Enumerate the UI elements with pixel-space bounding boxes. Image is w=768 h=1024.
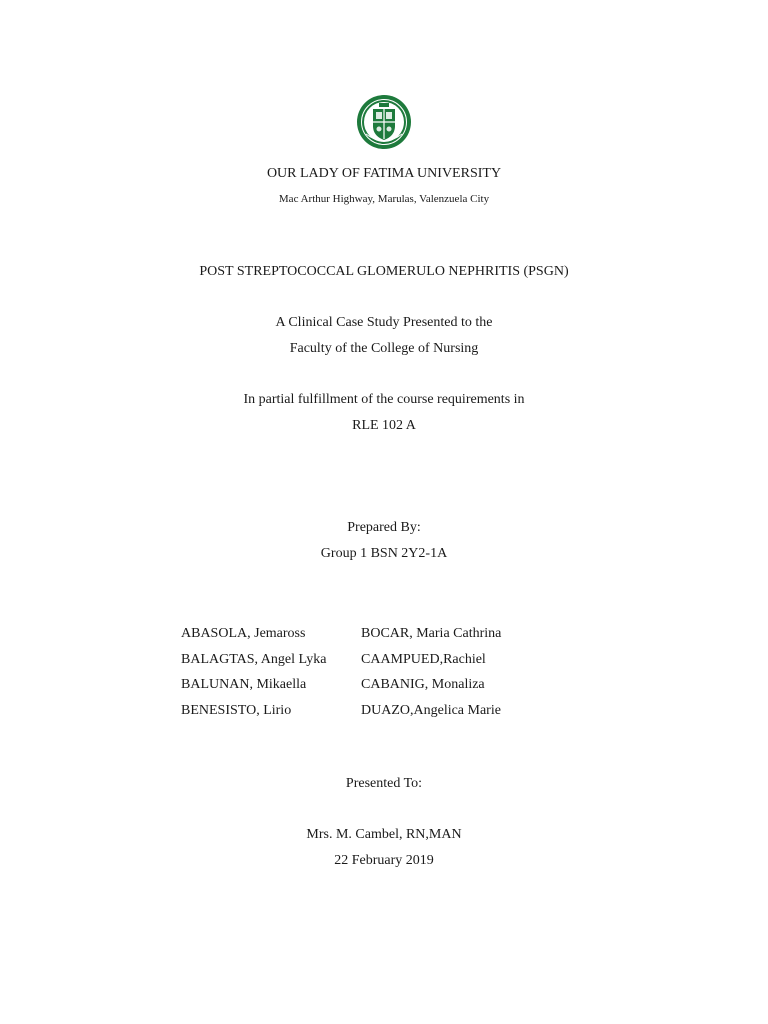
presenter-name: Mrs. M. Cambel, RN,MAN <box>306 827 462 842</box>
presented-to-label: Presented To: <box>345 776 423 791</box>
member-column-right <box>361 621 501 723</box>
course-code: RLE 102 A <box>352 418 416 433</box>
presentation-line-2: Faculty of the College of Nursing <box>289 341 479 356</box>
group-name: Group 1 BSN 2Y2-1A <box>320 546 448 561</box>
presentation-date: 22 February 2019 <box>334 853 434 868</box>
member-name: CABANIG, Monaliza <box>361 677 485 693</box>
member-name: DUAZO,Angelica Marie <box>361 702 501 718</box>
presentation-line-1: A Clinical Case Study Presented to the <box>275 315 493 330</box>
member-name: BALAGTAS, Angel Lyka <box>181 651 327 667</box>
prepared-by-label: Prepared By: <box>347 520 421 535</box>
member-name: BALUNAN, Mikaella <box>181 677 307 693</box>
university-name: OUR LADY OF FATIMA UNIVERSITY <box>266 166 502 181</box>
member-name: ABASOLA, Jemaross <box>181 626 306 641</box>
fulfillment-line: In partial fulfillment of the course requirements in <box>243 392 525 407</box>
member-column-left <box>181 621 326 723</box>
member-name: BENESISTO, Lirio <box>181 702 292 718</box>
member-name: CAAMPUED,Rachiel <box>361 651 486 667</box>
university-address: Mac Arthur Highway, Marulas, Valenzuela City <box>278 193 490 205</box>
university-seal-icon <box>356 94 412 150</box>
page-title: POST STREPTOCOCCAL GLOMERULO NEPHRITIS (PSGN) <box>199 264 569 279</box>
member-name: BOCAR, Maria Cathrina <box>361 626 502 641</box>
